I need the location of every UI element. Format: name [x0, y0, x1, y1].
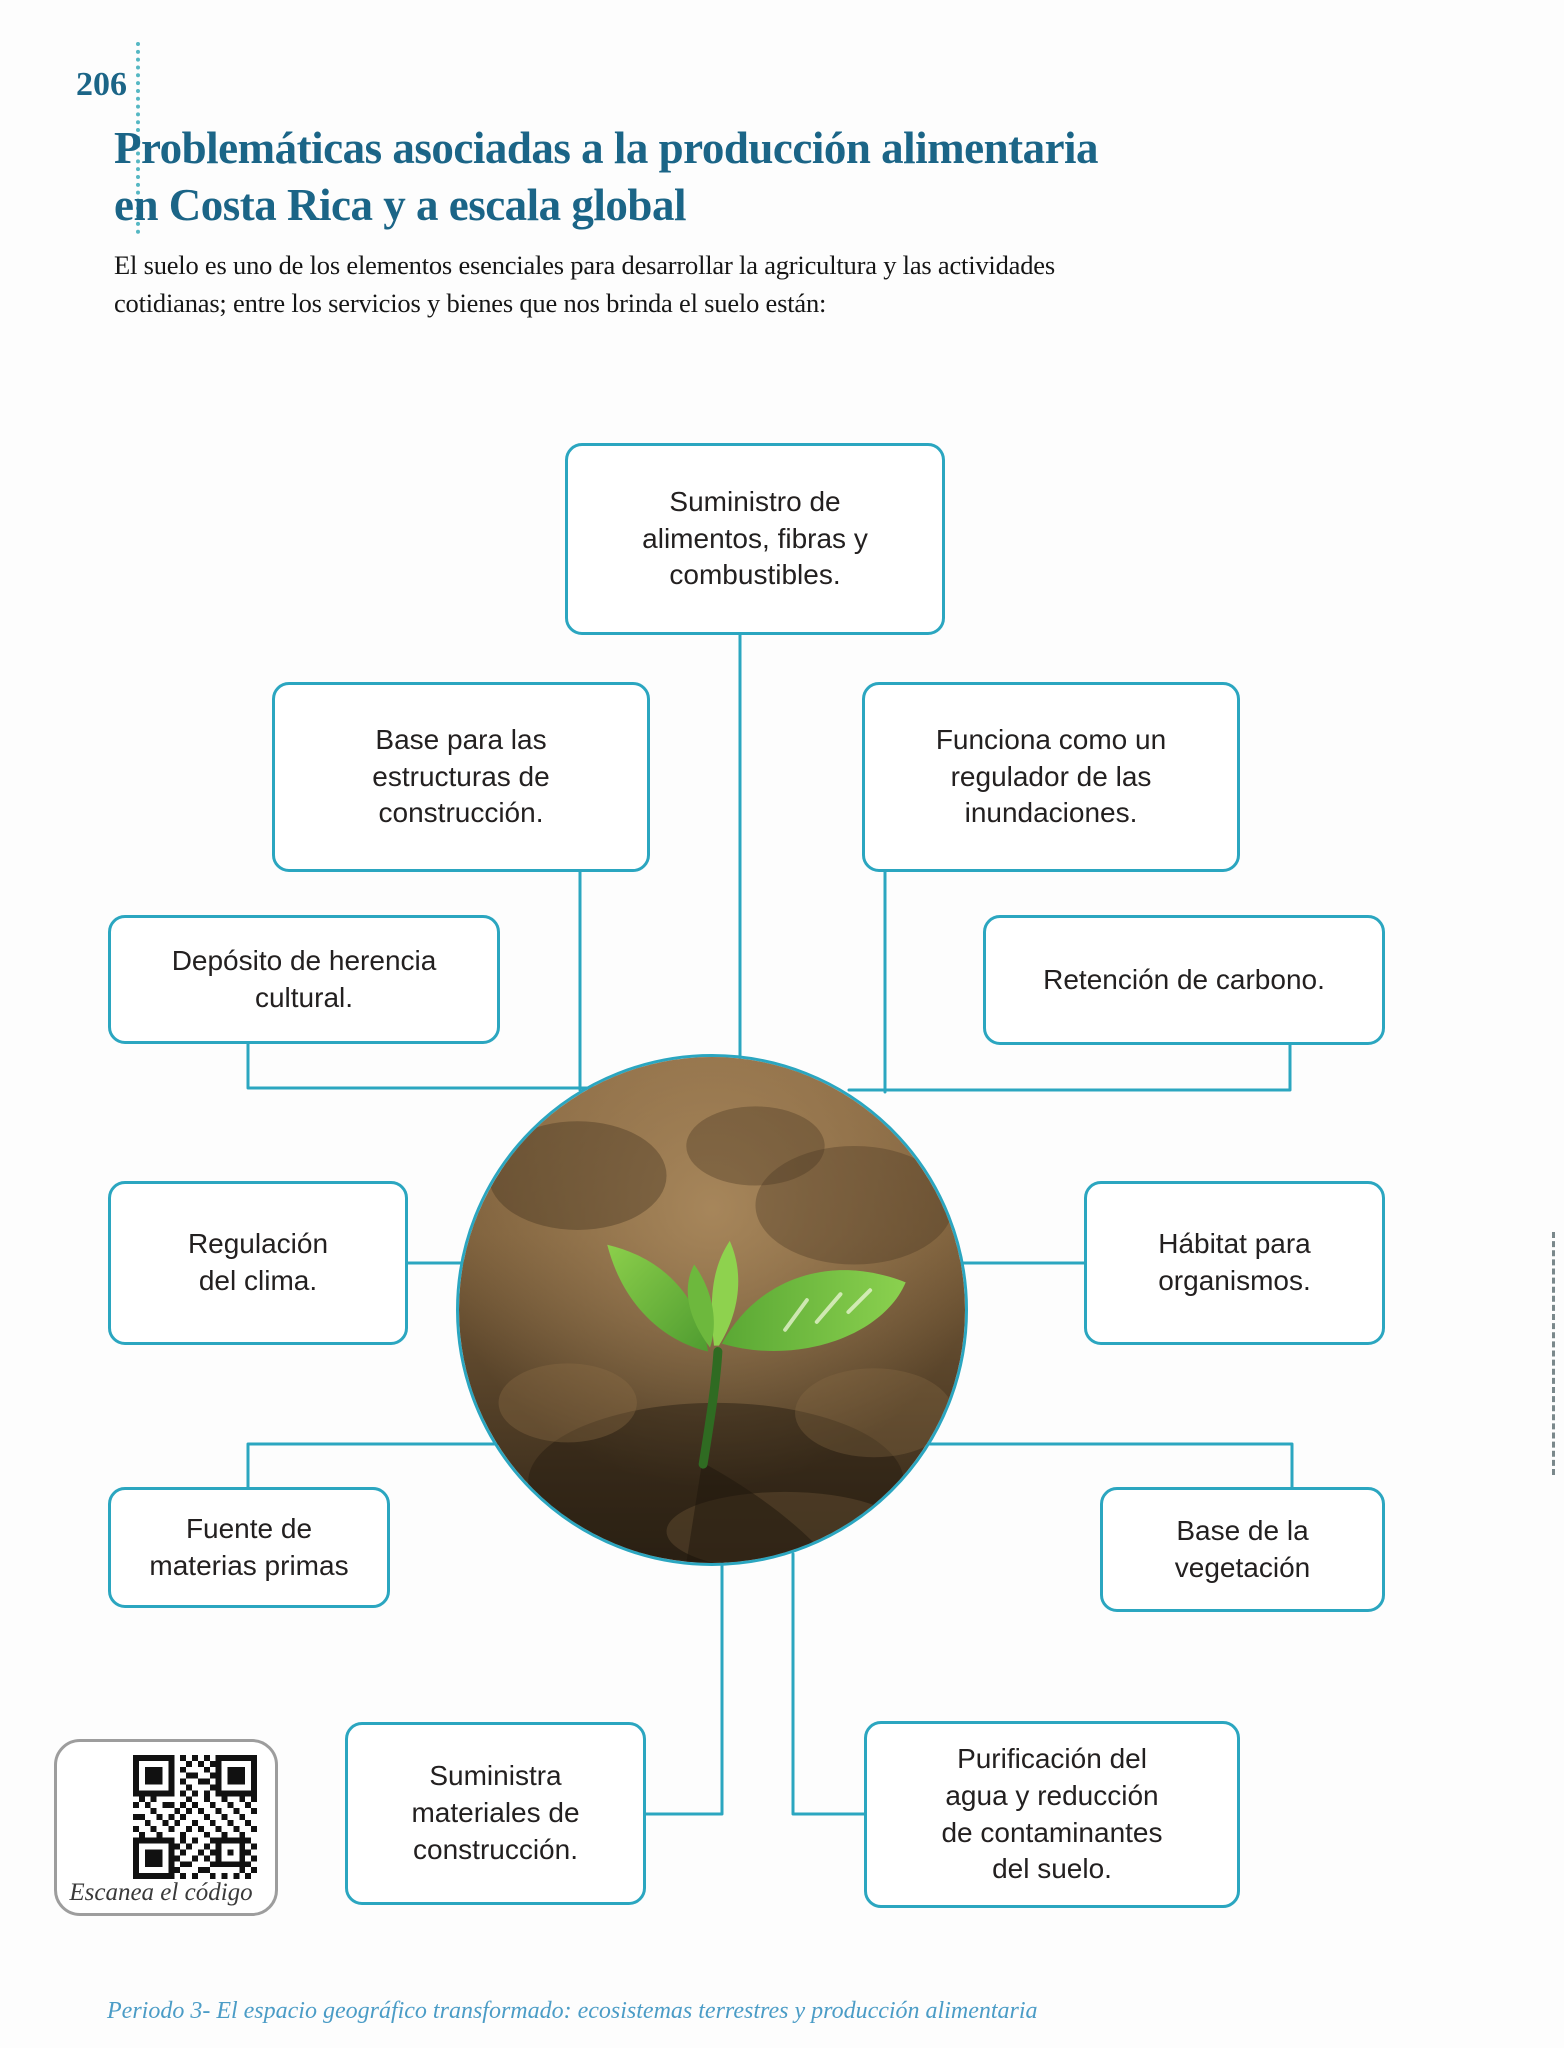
qr-code: [131, 1755, 259, 1879]
page-edge-dashes: [1552, 1232, 1555, 1475]
node-label: Suministra materiales de construcción.: [411, 1760, 580, 1865]
node-label: Suministro de alimentos, fibras y combustibles.: [642, 485, 868, 591]
soil-seedling-photo: [456, 1054, 968, 1566]
node-purificacion-agua: [864, 1721, 1240, 1908]
node-label: Base para las estructuras de construcción.: [372, 723, 550, 829]
node-label: Purificación del agua y reducción de contaminantes del suelo.: [941, 1742, 1163, 1885]
node-label: Fuente de materias primas: [149, 1512, 349, 1581]
connector-fuente: [248, 1444, 497, 1487]
node-base-estructuras: [272, 682, 650, 872]
node-base-vegetacion: [1100, 1487, 1385, 1612]
qr-panel: [54, 1739, 278, 1916]
node-suministra-materiales: [345, 1722, 646, 1905]
node-retencion-carbono: [983, 915, 1385, 1045]
connector-deposito: [248, 1044, 597, 1088]
node-label: Depósito de herencia cultural.: [171, 944, 437, 1013]
node-label: Base de la vegetación: [1174, 1514, 1311, 1583]
node-deposito-herencia: [108, 915, 500, 1044]
footer-running-title: Periodo 3- El espacio geográfico transformado: ecosistemas terrestres y producción alimentaria: [107, 1998, 1038, 2024]
page-number: 206: [76, 66, 127, 103]
node-regulacion-clima: [108, 1181, 408, 1345]
node-suministro-alimentos: [565, 443, 945, 635]
page-title: Problemáticas asociadas a la producción alimentaria en Costa Rica y a escala global: [114, 123, 1099, 230]
node-regulador-inundaciones: [862, 682, 1240, 872]
node-label: Funciona como un regulador de las inundaciones.: [935, 723, 1167, 829]
connector-retencion: [849, 1045, 1290, 1090]
node-label: Hábitat para organismos.: [1158, 1228, 1311, 1296]
intro-paragraph: El suelo es uno de los elementos esenciales para desarrollar la agricultura y las actividades cotidianas; entre los servicios y bienes que nos brinda el suelo están:: [114, 250, 1055, 318]
seedling-illustration: [459, 1057, 965, 1563]
qr-caption: Escanea el código: [69, 1879, 253, 1906]
node-label: Regulación del clima.: [187, 1228, 329, 1296]
connector-base-vegetacion: [928, 1444, 1292, 1487]
node-habitat-organismos: [1084, 1181, 1385, 1345]
connector-suministra: [646, 1562, 722, 1814]
connector-purificacion: [793, 1554, 864, 1814]
node-fuente-materias: [108, 1487, 390, 1608]
node-label: Retención de carbono.: [1043, 963, 1325, 995]
